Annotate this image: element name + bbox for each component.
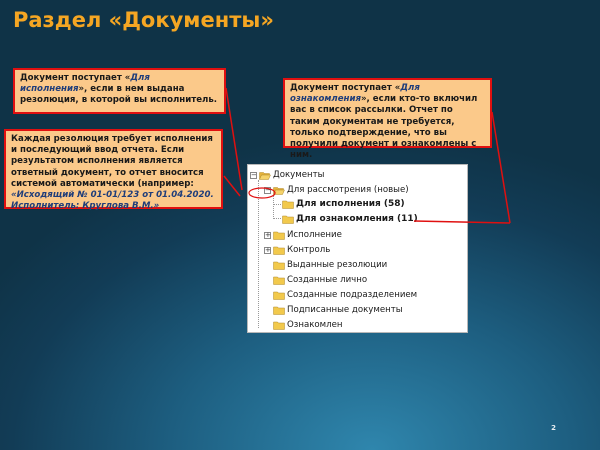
arrow-line-execution: [226, 88, 242, 190]
tree-label: Контроль: [287, 245, 331, 255]
highlight-ellipse: [249, 185, 275, 198]
callout-text: », если кто-то включил вас в список рассылки. Отчет по таким документам не требуется, только подтверждение, что вы получили документ и ознакомлены с ним.: [290, 94, 478, 161]
slide-title: Раздел «Документы»: [13, 8, 274, 32]
tree-label: Для рассмотрения (новые): [287, 185, 409, 195]
arrow-line-resolution: [224, 176, 240, 196]
page-number: 2: [551, 424, 556, 432]
tree-label: Для исполнения (58): [296, 199, 405, 209]
tree-label: Для ознакомления (11): [296, 214, 418, 224]
callout-text: Документ поступает «: [20, 73, 131, 83]
callout-highlight: Для ознакомления: [290, 83, 420, 105]
tree-label: Подписанные документы: [287, 305, 403, 315]
tree-label: Исполнение: [287, 230, 342, 240]
tree-label: Ознакомлен: [287, 320, 343, 330]
callout-highlight: Для исполнения: [20, 73, 150, 95]
expand-icon[interactable]: +: [265, 245, 271, 254]
tree-label: Созданные подразделением: [287, 290, 418, 300]
arrow-line-familiarization: [492, 112, 510, 223]
collapse-icon[interactable]: −: [265, 185, 271, 194]
collapse-icon[interactable]: −: [251, 170, 257, 179]
tree-label: Выданные резолюции: [287, 260, 388, 270]
callout-text: », если в нем выдана резолюция, в которой вы исполнитель.: [20, 84, 218, 106]
expand-icon[interactable]: +: [265, 230, 271, 239]
callout-text: Документ поступает «: [290, 83, 401, 93]
callout-example: «Исходящий № 01-01/123 от 01.04.2020. Исполнитель: Круглова В.М.»: [11, 190, 214, 212]
tree-label: Документы: [273, 170, 325, 180]
arrow-line-familiarization-pointer: [414, 221, 510, 223]
callout-text: Каждая резолюция требует исполнения и последующий ввод отчета. Если результатом исполнения является ответный документ, то отчет вносится системой автоматически (например:: [11, 134, 213, 189]
tree-label: Созданные лично: [287, 275, 368, 285]
